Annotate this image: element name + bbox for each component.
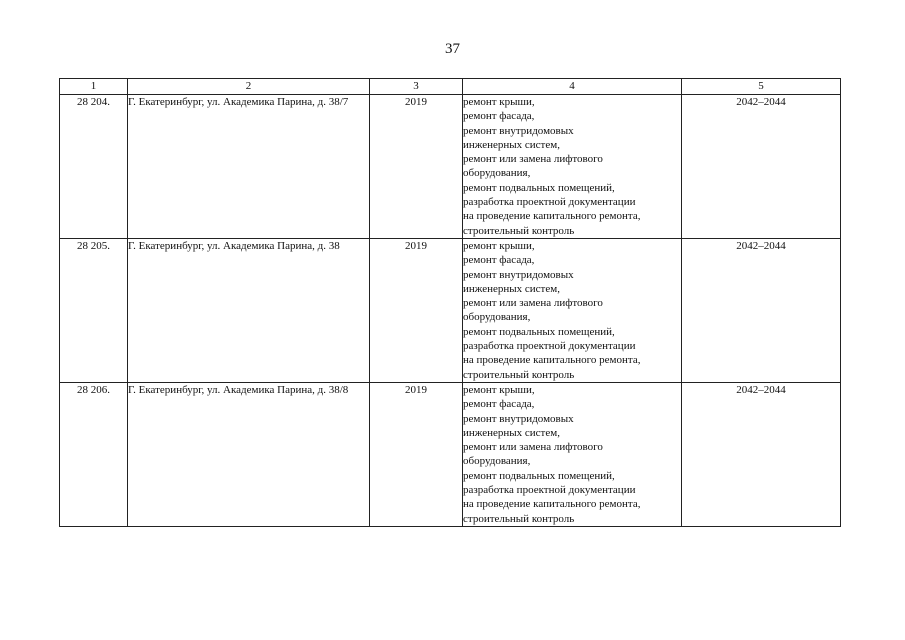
- work-item: ремонт внутридомовых: [463, 124, 574, 137]
- repair-period: 2042–2044: [682, 238, 841, 382]
- repair-period: 2042–2044: [682, 382, 841, 526]
- year: 2019: [370, 382, 463, 526]
- work-item: на проведение капитального ремонта,: [463, 210, 641, 223]
- year: 2019: [370, 238, 463, 382]
- work-item: оборудования,: [463, 455, 531, 468]
- column-header-3: 3: [370, 79, 463, 95]
- work-item: ремонт подвальных помещений,: [463, 325, 615, 338]
- work-item: ремонт крыши,: [463, 239, 535, 252]
- work-item: ремонт или замена лифтового: [463, 297, 603, 310]
- column-header-1: 1: [60, 79, 128, 95]
- work-item: ремонт подвальных помещений,: [463, 181, 615, 194]
- house-address: Г. Екатеринбург, ул. Академика Парина, д. 38/7: [128, 95, 370, 239]
- table-row: [60, 382, 841, 526]
- work-item: ремонт внутридомовых: [463, 268, 574, 281]
- work-item: ремонт фасада,: [463, 110, 535, 123]
- capital-repair-table: [59, 78, 841, 527]
- column-number-row: [60, 79, 841, 95]
- works-list: [463, 238, 682, 382]
- table-row: [60, 238, 841, 382]
- house-address: Г. Екатеринбург, ул. Академика Парина, д. 38: [128, 238, 370, 382]
- work-item: инженерных систем,: [463, 426, 560, 439]
- work-item: инженерных систем,: [463, 282, 560, 295]
- work-item: ремонт крыши,: [463, 383, 535, 396]
- column-header-5: 5: [682, 79, 841, 95]
- work-item: ремонт или замена лифтового: [463, 153, 603, 166]
- work-item: ремонт фасада,: [463, 398, 535, 411]
- work-item: строительный контроль: [463, 224, 575, 237]
- work-item: ремонт крыши,: [463, 96, 535, 108]
- work-item: ремонт или замена лифтового: [463, 441, 603, 454]
- work-item: ремонт фасада,: [463, 254, 535, 267]
- work-item: разработка проектной документации: [463, 196, 636, 209]
- year: 2019: [370, 95, 463, 239]
- repair-period: 2042–2044: [682, 95, 841, 239]
- work-item: на проведение капитального ремонта,: [463, 354, 641, 367]
- work-item: строительный контроль: [463, 512, 575, 525]
- row-number: 28 205.: [60, 238, 128, 382]
- house-address: Г. Екатеринбург, ул. Академика Парина, д. 38/8: [128, 382, 370, 526]
- work-item: ремонт внутридомовых: [463, 412, 574, 425]
- work-item: ремонт подвальных помещений,: [463, 469, 615, 482]
- work-item: на проведение капитального ремонта,: [463, 498, 641, 511]
- column-header-4: 4: [463, 79, 682, 95]
- page-number: 37: [445, 41, 460, 57]
- table-row: [60, 95, 841, 239]
- work-item: разработка проектной документации: [463, 484, 636, 497]
- column-header-2: 2: [128, 79, 370, 95]
- work-item: строительный контроль: [463, 368, 575, 381]
- work-item: оборудования,: [463, 167, 531, 180]
- row-number: 28 204.: [60, 95, 128, 239]
- works-list: [463, 382, 682, 526]
- row-number: 28 206.: [60, 382, 128, 526]
- work-item: инженерных систем,: [463, 138, 560, 151]
- work-item: оборудования,: [463, 311, 531, 324]
- work-item: разработка проектной документации: [463, 340, 636, 353]
- works-list: [463, 95, 682, 239]
